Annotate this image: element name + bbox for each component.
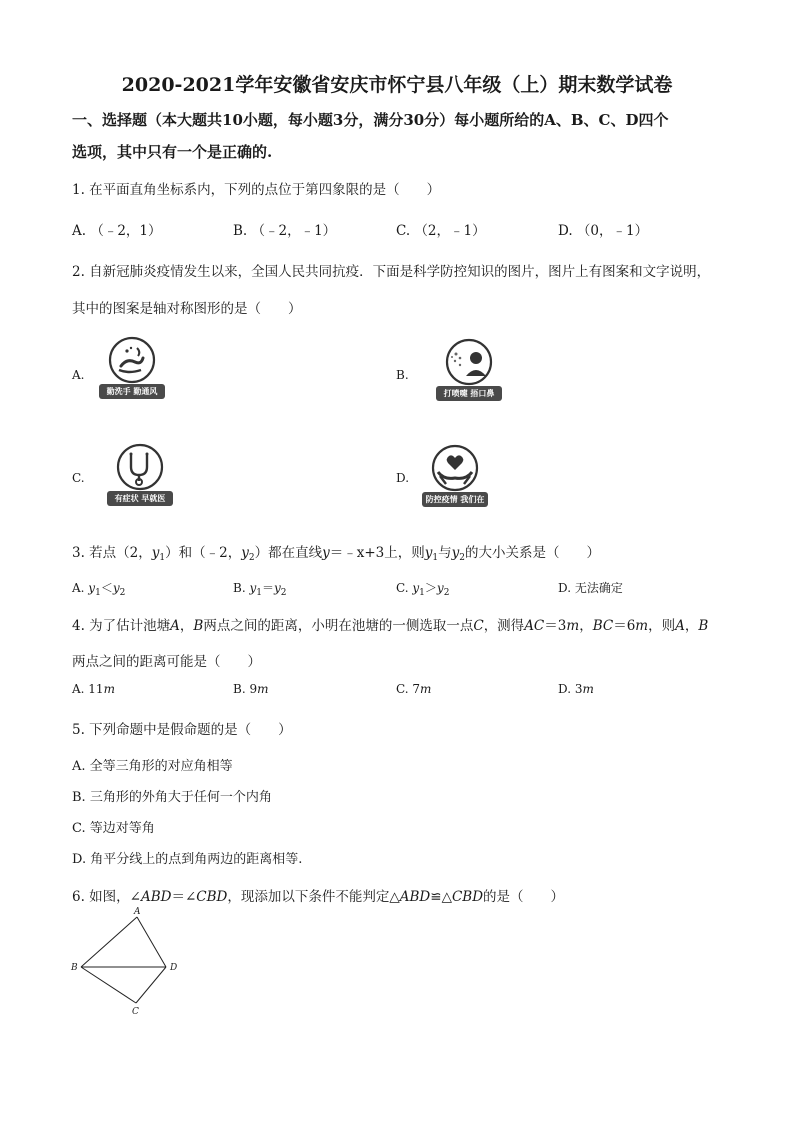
section-heading-line1: 一、选择题（本大题共10小题，每小题3分，满分30分）每小题所给的A、B、C、D四个: [72, 111, 669, 129]
q4-option-a: A. 11m: [72, 682, 115, 696]
q2-stem-line2: 其中的图案是轴对称图形的是（ ）: [72, 301, 302, 317]
hand-wash-icon: [101, 336, 163, 386]
q6-quadrilateral-figure: [68, 905, 188, 1020]
q1-option-a: A. （﹣2，1）: [72, 223, 162, 239]
q5-option-d: D. 角平分线上的点到角两边的距离相等.: [72, 852, 303, 867]
q2-option-b-letter: B.: [396, 368, 409, 382]
q5-option-b: B. 三角形的外角大于任何一个内角: [72, 790, 272, 805]
q2-stem-line1: 2. 自新冠肺炎疫情发生以来，全国人民共同抗疫．下面是科学防控知识的图片，图片上有图案和文字说明，: [72, 264, 711, 280]
q1-stem: 1. 在平面直角坐标系内，下列的点位于第四象限的是（ ）: [72, 182, 441, 198]
q3-option-d: D. 无法确定: [558, 581, 623, 595]
q6-stem: 6. 如图，∠ABD＝∠CBD，现添加以下条件不能判定△ABD≌△CBD的是（ ）: [72, 889, 565, 905]
q4-option-d: D. 3m: [558, 682, 594, 696]
stethoscope-icon: [109, 443, 171, 493]
q4-stem-line2: 两点之间的距离可能是（ ）: [72, 654, 261, 670]
page-title: 2020-2021学年安徽省安庆市怀宁县八年级（上）期末数学试卷: [121, 74, 673, 96]
q2-option-d-image: [424, 444, 486, 518]
section-heading-line2: 选项，其中只有一个是正确的.: [72, 143, 273, 161]
vertex-label-a: A: [134, 907, 141, 917]
sneeze-icon: [438, 338, 500, 388]
vertex-label-d: D: [170, 963, 178, 973]
q2-caption-d: 防控疫情 我们在一起: [422, 492, 488, 507]
q3-option-a: A. $y_1<y_2$: [72, 581, 126, 598]
q3-stem: 3. 若点（2，$y_1$）和（﹣2，$y_2$）都在直线y＝﹣x+3上，则$y_1$与$y_2$的大小关系是（ ）: [72, 545, 601, 563]
segment-ad: [137, 917, 166, 967]
q1-option-d: D. （0，﹣1）: [558, 223, 649, 239]
q1-option-b: B. （﹣2，﹣1）: [233, 223, 337, 239]
q1-option-c: C. （2，﹣1）: [396, 223, 486, 239]
heart-hands-icon: [424, 444, 486, 494]
q3-option-b: B. $y_1=y_2$: [233, 581, 287, 598]
segment-ba: [81, 917, 137, 967]
q5-option-a: A. 全等三角形的对应角相等: [72, 759, 233, 774]
q2-option-d-letter: D.: [396, 471, 410, 485]
q4-option-c: C. 7m: [396, 682, 432, 696]
vertex-label-b: B: [71, 963, 78, 973]
q2-option-b-image: [438, 338, 500, 412]
q2-option-a-letter: A.: [72, 368, 85, 382]
q3-option-c: C. $y_1>y_2$: [396, 581, 450, 598]
q2-option-c-image: [109, 443, 171, 517]
vertex-label-c: C: [132, 1007, 139, 1017]
q2-caption-a: 勤洗手 勤通风: [99, 384, 165, 399]
q5-option-c: C. 等边对等角: [72, 821, 155, 836]
q2-caption-b: 打喷嚏 捂口鼻: [436, 386, 502, 401]
q5-stem: 5. 下列命题中是假命题的是（ ）: [72, 722, 292, 738]
q2-option-c-letter: C.: [72, 471, 85, 485]
segment-cd: [136, 967, 166, 1003]
q4-option-b: B. 9m: [233, 682, 269, 696]
segment-bc: [81, 967, 136, 1003]
q2-option-a-image: [101, 336, 163, 410]
q4-stem-line1: 4. 为了估计池塘A，B两点之间的距离，小明在池塘的一侧选取一点C，测得AC＝3m，BC＝6m，则A，B: [72, 618, 709, 634]
q2-caption-c: 有症状 早就医: [107, 491, 173, 506]
